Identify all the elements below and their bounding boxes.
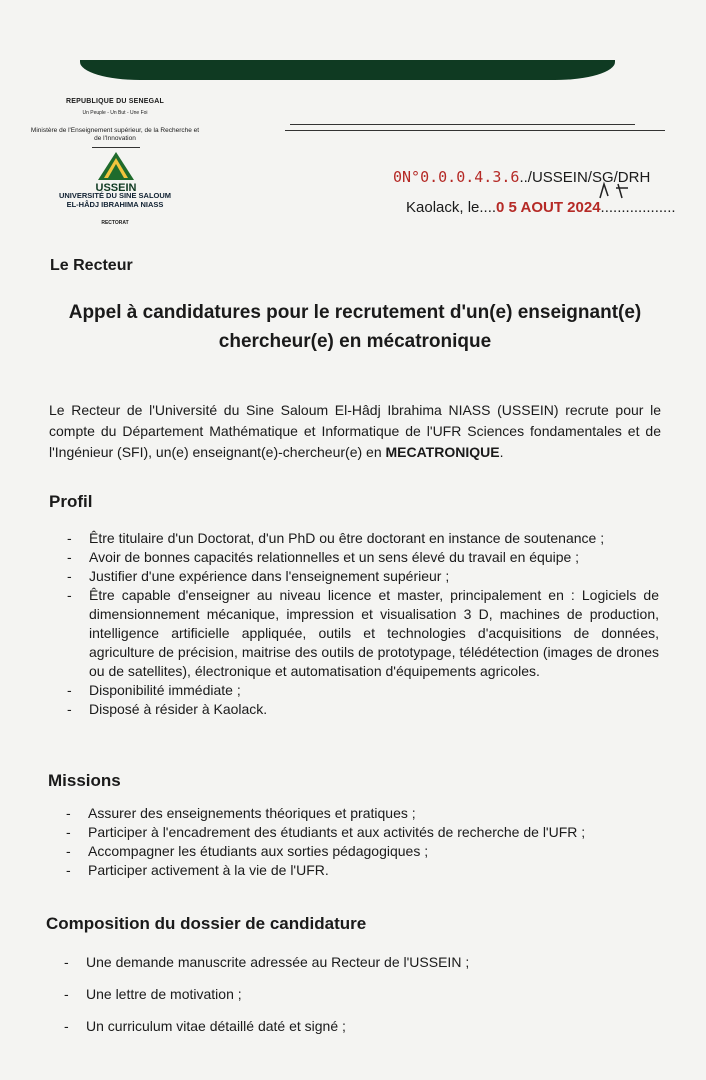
number-label: N° bbox=[402, 168, 421, 186]
list-item: - Une demande manuscrite adressée au Recteur de l'USSEIN ; bbox=[64, 954, 470, 970]
missions-list bbox=[66, 804, 658, 880]
list-item: - Avoir de bonnes capacités relationnelles et un sens élevé du travail en équipe ; bbox=[67, 549, 580, 565]
stamp-prefix: 0 bbox=[393, 168, 403, 186]
place-label: Kaolack, le bbox=[406, 199, 480, 216]
header-rule bbox=[290, 124, 635, 125]
list-item: - Participer activement à la vie de l'UFR. bbox=[66, 862, 329, 878]
handwritten-initials bbox=[596, 180, 636, 202]
list-item: - Une lettre de motivation ; bbox=[64, 986, 242, 1002]
university-line2: EL-HÂDJ IBRAHIMA NIASS bbox=[66, 199, 164, 209]
rectorat-label: RECTORAT bbox=[101, 220, 129, 226]
header-decorative-bar bbox=[80, 60, 615, 80]
reference-suffix: ../USSEIN/SG/DRH bbox=[519, 169, 651, 186]
republic-label: REPUBLIQUE DU SENEGAL bbox=[66, 98, 164, 105]
list-item: - Justifier d'une expérience dans l'enseignement supérieur ; bbox=[67, 568, 450, 584]
dossier-list bbox=[64, 946, 656, 1042]
ministry-label: Ministère de l'Enseignement supérieur, de la Recherche et de l'Innovation bbox=[30, 127, 200, 142]
author-label: Le Recteur bbox=[50, 257, 133, 274]
list-item: - Être titulaire d'un Doctorat, d'un PhD ou être doctorant en instance de soutenance ; bbox=[67, 530, 605, 546]
header-rule bbox=[285, 130, 665, 131]
list-item: - Assurer des enseignements théoriques et pratiques ; bbox=[66, 805, 416, 821]
ussein-logo-icon bbox=[88, 150, 144, 194]
list-item: - Disposé à résider à Kaolack. bbox=[67, 701, 268, 717]
intro-end: . bbox=[499, 444, 504, 460]
list-item: - Participer à l'encadrement des étudiants et aux activités de recherche de l'UFR ; bbox=[66, 824, 586, 840]
university-line1: UNIVERSITÉ DU SINE SALOUM bbox=[58, 191, 172, 200]
stamp-number: 0.0.0.4.3.6 bbox=[420, 168, 520, 186]
list-item: - Être capable d'enseigner au niveau licence et master, principalement en : Logiciels de dimensionnement mécanique, impression et visualisation 3 D, machines de production, intelligence artificielle appliquée, outils et technologies d'acquisitions de données, agriculture de précision, maitrise des outils de prototypage, télédétection (images de drones ou de satellites), électronique et automatisation d'équipements agricoles. bbox=[67, 587, 659, 679]
document-title: Appel à candidatures pour le recrutement d'un(e) enseignant(e) chercheur(e) en mécatronique bbox=[68, 302, 642, 352]
intro-text: Le Recteur de l'Université du Sine Saloum El-Hâdj Ibrahima NIASS (USSEIN) recrute pour le compte du Département Mathématique et Informatique de l'UFR Sciences fondamentales et de l'Ingénieur (SFI), un(e) enseignant(e)-chercheur(e) en bbox=[49, 402, 661, 460]
profil-heading: Profil bbox=[49, 492, 93, 511]
list-item: - Un curriculum vitae détaillé daté et signé ; bbox=[64, 1018, 346, 1034]
university-name bbox=[30, 192, 200, 209]
date-stamp: 0 5 AOUT 2024 bbox=[496, 199, 601, 216]
profil-list bbox=[67, 529, 659, 719]
logo-text: USSEIN bbox=[95, 182, 137, 194]
national-motto: Un Peuple - Un But - Une Foi bbox=[82, 110, 148, 116]
list-item: - Disponibilité immédiate ; bbox=[67, 682, 241, 698]
intro-emphasis: MECATRONIQUE bbox=[385, 444, 500, 460]
dossier-heading: Composition du dossier de candidature bbox=[46, 914, 367, 933]
missions-heading: Missions bbox=[48, 771, 121, 790]
intro-paragraph bbox=[49, 400, 661, 463]
header-divider bbox=[92, 147, 140, 148]
list-item: - Accompagner les étudiants aux sorties pédagogiques ; bbox=[66, 843, 429, 859]
place-date: Kaolack, le....0 5 AOUT 2024.................. bbox=[406, 199, 676, 216]
